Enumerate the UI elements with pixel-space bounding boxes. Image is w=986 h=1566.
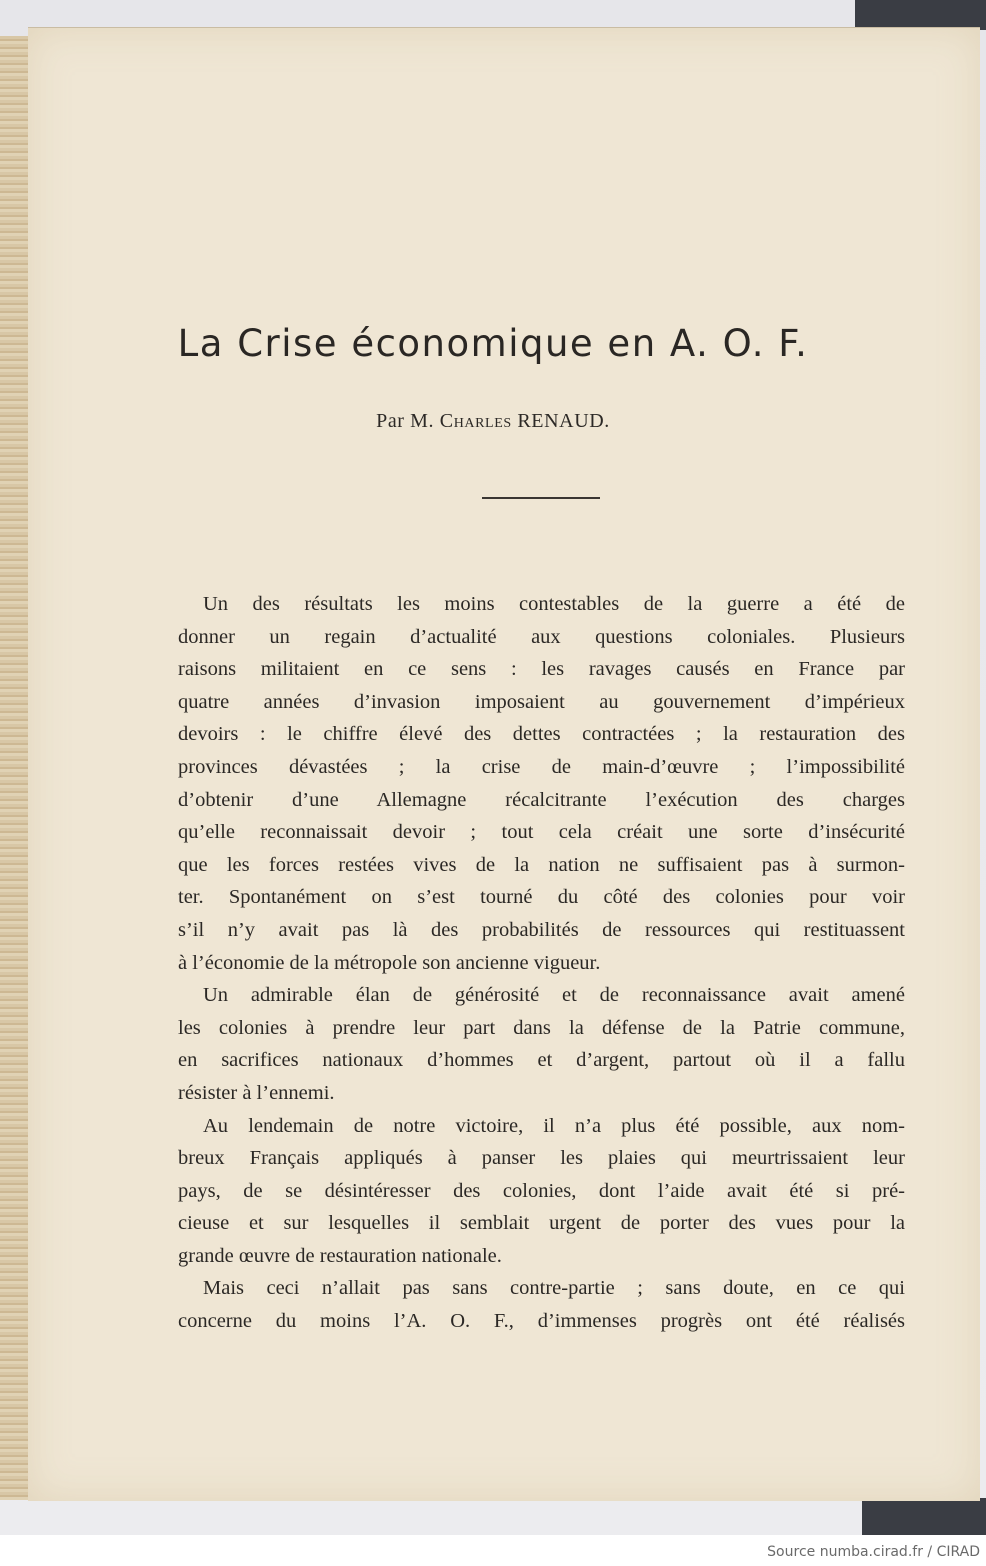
text-line: à l’économie de la métropole son ancienne vigueur. <box>178 951 601 974</box>
text-line: résister à l’ennemi. <box>178 1081 335 1104</box>
title-separator-rule <box>482 497 600 499</box>
text-line: qu’elle reconnaissait devoir ; tout cela créait une sorte d’insécurité <box>178 821 905 844</box>
byline-first-name: Charles <box>439 410 512 432</box>
text-line: pays, de se désintéresser des colonies, dont l’aide avait été si pré- <box>178 1179 905 1202</box>
text-line: ter. Spontanément on s’est tourné du côté des colonies pour voir <box>178 886 905 909</box>
text-line: que les forces restées vives de la nation ne suffisaient pas à surmon- <box>178 853 905 876</box>
text-line: cieuse et sur lesquelles il semblait urgent de porter des vues pour la <box>178 1212 905 1235</box>
scan-dark-corner-bottom <box>862 1498 986 1535</box>
book-page-edge <box>0 36 30 1500</box>
text-line: Un des résultats les moins contestables de la guerre a été de <box>203 593 905 615</box>
article-title: La Crise économique en A. O. F. <box>177 322 809 365</box>
paragraph <box>178 981 905 1111</box>
text-line: devoirs : le chiffre élevé des dettes contractées ; la restauration des <box>178 723 905 746</box>
text-line: grande œuvre de restauration nationale. <box>178 1244 502 1267</box>
text-line: Au lendemain de notre victoire, il n’a plus été possible, aux nom- <box>203 1114 905 1137</box>
text-line: les colonies à prendre leur part dans la défense de la Patrie commune, <box>178 1016 905 1039</box>
text-line: breux Français appliqués à panser les plaies qui meurtrissaient leur <box>178 1147 905 1170</box>
text-line: donner un regain d’actualité aux questions coloniales. Plusieurs <box>178 625 905 648</box>
text-line: en sacrifices nationaux d’hommes et d’argent, partout où il a fallu <box>178 1049 905 1072</box>
paragraph <box>178 1112 905 1275</box>
article-byline <box>0 410 986 433</box>
source-credit: Source numba.cirad.fr / CIRAD <box>767 1544 980 1560</box>
text-line: quatre années d’invasion imposaient au gouvernement d’impérieux <box>178 690 905 713</box>
byline-last-name: RENAUD. <box>517 410 610 432</box>
text-line: raisons militaient en ce sens : les ravages causés en France par <box>178 658 905 681</box>
paragraph <box>178 590 905 981</box>
text-line: s’il n’y avait pas là des probabilités de ressources qui restituassent <box>178 918 905 941</box>
article-body <box>178 590 905 1340</box>
scan-dark-corner-top <box>855 0 986 30</box>
text-line: Mais ceci n’allait pas sans contre-partie ; sans doute, en ce qui <box>203 1277 905 1300</box>
text-line: provinces dévastées ; la crise de main-d’œuvre ; l’impossibilité <box>178 755 905 778</box>
byline-prefix: Par M. <box>376 410 435 432</box>
text-line: concerne du moins l’A. O. F., d’immenses progrès ont été réalisés <box>178 1310 905 1333</box>
text-line: d’obtenir d’une Allemagne récalcitrante l’exécution des charges <box>178 788 905 811</box>
text-line: Un admirable élan de générosité et de reconnaissance avait amené <box>203 984 905 1007</box>
paragraph <box>178 1274 905 1339</box>
